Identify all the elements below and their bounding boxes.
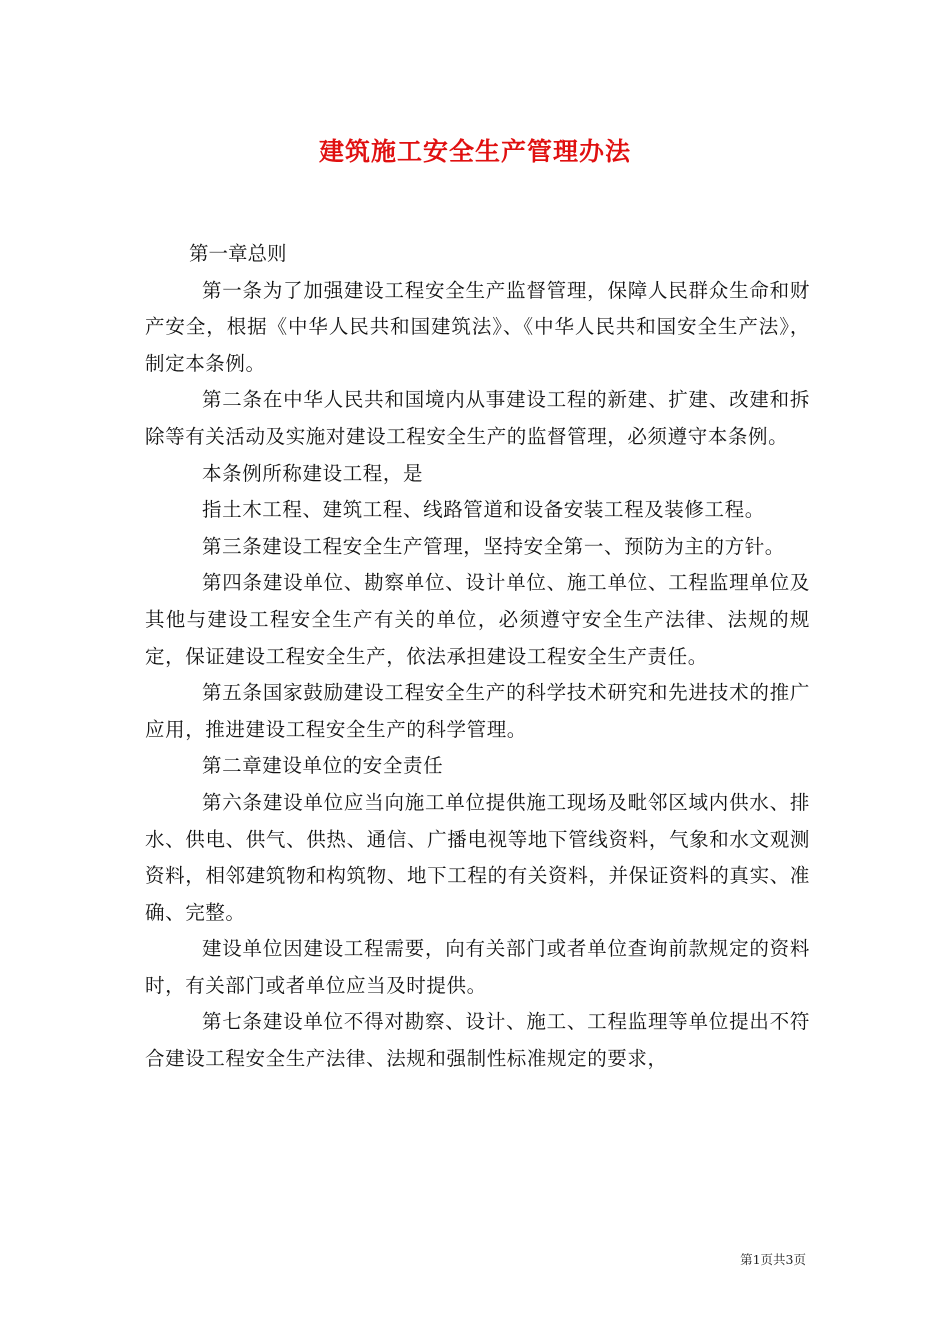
article-7: 第七条建设单位不得对勘察、设计、施工、工程监理等单位提出不符合建设工程安全生产法律、法规和强制性标准规定的要求， bbox=[145, 1010, 810, 1071]
chapter-2-heading: 第二章建设单位的安全责任 bbox=[202, 754, 444, 778]
article-4: 第四条建设单位、勘察单位、设计单位、施工单位、工程监理单位及其他与建设工程安全生产有关的单位，必须遵守安全生产法律、法规的规定，保证建设工程安全生产，依法承担建设工程安全生产责任。 bbox=[145, 571, 810, 668]
definition-continuation: 指土木工程、建筑工程、线路管道和设备安装工程及装修工程。 bbox=[202, 498, 765, 522]
article-2: 第二条在中华人民共和国境内从事建设工程的新建、扩建、改建和拆除等有关活动及实施对建设工程安全生产的监督管理，必须遵守本条例。 bbox=[145, 388, 810, 448]
article-5: 第五条国家鼓励建设工程安全生产的科学技术研究和先进技术的推广应用，推进建设工程安全生产的科学管理。 bbox=[145, 681, 810, 741]
definition-line: 本条例所称建设工程，是 bbox=[202, 461, 424, 485]
page-number: 第1页共3页 bbox=[740, 1252, 806, 1267]
chapter-heading: 第一章总则 bbox=[189, 242, 287, 265]
document-body bbox=[145, 236, 810, 1078]
article-6: 第六条建设单位应当向施工单位提供施工现场及毗邻区域内供水、排水、供电、供气、供热、通信、广播电视等地下管线资料，气象和水文观测资料，相邻建筑物和构筑物、地下工程的有关资料，并保证资料的真实、准确、完整。 bbox=[145, 790, 810, 924]
article-3: 第三条建设工程安全生产管理，坚持安全第一、预防为主的方针。 bbox=[202, 534, 785, 558]
article-6-paragraph-2: 建设单位因建设工程需要，向有关部门或者单位查询前款规定的资料时，有关部门或者单位应当及时提供。 bbox=[145, 937, 810, 997]
article-1: 第一条为了加强建设工程安全生产监督管理，保障人民群众生命和财产安全，根据《中华人民共和国建筑法》、《中华人民共和国安全生产法》，制定本条例。 bbox=[145, 278, 810, 375]
document-title: 建筑施工安全生产管理办法 bbox=[318, 137, 631, 166]
